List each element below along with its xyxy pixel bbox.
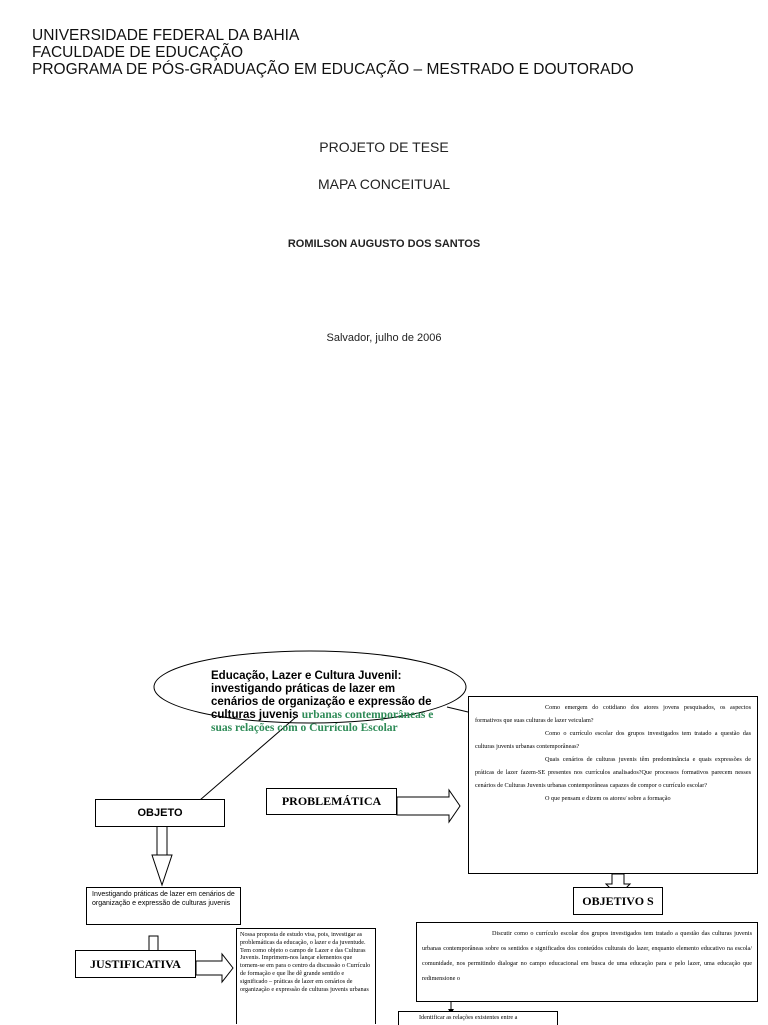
objetivos-text-box	[416, 922, 758, 1002]
place-date: Salvador, julho de 2006	[326, 332, 442, 344]
objeto-box	[95, 799, 225, 827]
justificativa-box	[75, 950, 196, 978]
objeto-description-box	[86, 887, 241, 925]
right-arrow-icon	[196, 954, 233, 982]
connector-stub	[149, 936, 158, 951]
objetivos-box	[573, 887, 663, 915]
justificativa-text-box	[236, 928, 376, 1024]
project-heading: PROJETO DE TESE	[319, 139, 449, 155]
central-title-green: urbanas contemporâneas e suas relações com o Currículo Escolar	[211, 709, 434, 734]
objeto-description: Investigando práticas de lazer em cenários de organização e expressão de culturas juvenis	[92, 891, 235, 907]
problem-questions-box	[468, 696, 758, 874]
objetivos-label: OBJETIVO S	[582, 893, 654, 908]
central-title-main: Educação, Lazer e Cultura Juvenil: investigando práticas de lazer em cenários de organização e expressão de culturas juvenis	[211, 670, 432, 721]
identify-box	[398, 1011, 558, 1025]
problem-question: Quais cenários de culturas juvenis têm predominância e quais expressões de práticas de lazer fazem-SE presentes nos currículos analisados?Que processos formativos parecem nesses cenários de Culturas Juvenis urbanas contemporâneas capazes de compor o currículo escolar?	[475, 756, 751, 789]
down-arrow-icon	[152, 855, 172, 885]
author-name: ROMILSON AUGUSTO DOS SANTOS	[287, 238, 481, 250]
justificativa-text: Nossa proposta de estudo visa, pois, investigar as problemáticas da educação, o lazer e da juventude. Tem como objeto o campo de Lazer e das Culturas Juvenis. Imprimem-nos lançar elementos que tornem-se em para o centro da discussão o Currículo de formação e que lhe dê grande sentido e significado – práticas de lazer em cenários de organização e expressão de culturas juvenis urbanas	[240, 931, 371, 993]
problematica-label: PROBLEMÁTICA	[281, 794, 382, 808]
connector-line	[447, 707, 468, 712]
map-subtitle: MAPA CONCEITUAL	[318, 176, 450, 192]
university-name: UNIVERSIDADE FEDERAL DA BAHIA	[32, 27, 300, 44]
right-arrow-icon	[397, 790, 460, 822]
objetivos-text: Discutir como o currículo escolar dos grupos investigados tem tratado a questão das culturas juvenis urbanas contemporâneas sobre os sentidos e significados dos conteúdos culturais do lazer, enquanto elemento educativo na escola/ comunidade, nos permitindo dialogar no campo educacional em busca de uma educação para e pelo lazer, uma educação que redimensione o	[422, 930, 752, 982]
central-title	[211, 670, 443, 735]
faculty-name: FACULDADE DE EDUCAÇÃO	[32, 44, 244, 61]
identify-text: Identificar as relações existentes entre a	[419, 1014, 518, 1021]
problematica-box	[266, 788, 397, 815]
problem-question: Como emergem do cotidiano dos atores jovens pesquisados, os aspectos formativos que suas culturas de lazer veiculam?	[475, 704, 751, 724]
program-name: PROGRAMA DE PÓS-GRADUAÇÃO EM EDUCAÇÃO – MESTRADO E DOUTORADO	[32, 61, 634, 78]
problem-question: Como o currículo escolar dos grupos investigados tem tratado a questão das culturas juvenis urbanas contemporâneas?	[475, 730, 751, 750]
objeto-label: OBJETO	[137, 807, 183, 819]
justificativa-label: JUSTIFICATIVA	[90, 956, 181, 971]
problem-question: O que pensam e dizem os atores/ sobre a formação	[545, 795, 671, 802]
